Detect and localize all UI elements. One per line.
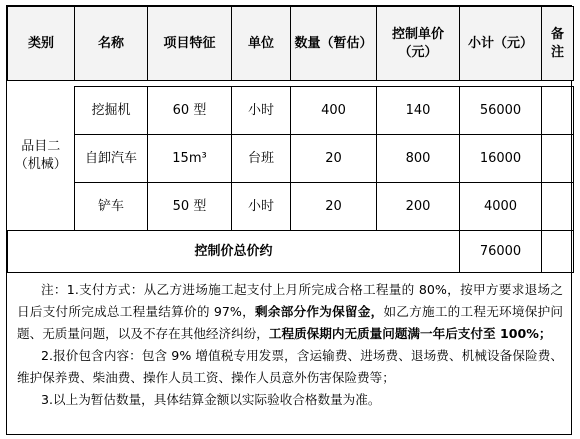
row-subtotal: 4000 bbox=[460, 183, 542, 231]
row-name: 自卸汽车 bbox=[75, 135, 148, 183]
row-subtotal: 56000 bbox=[460, 87, 542, 135]
notes-section bbox=[7, 273, 571, 415]
note-1-bold-b: 工程质保期内无质量问题满一年后支付至 100%； bbox=[268, 326, 552, 341]
table-row bbox=[8, 183, 574, 231]
row-qty: 20 bbox=[291, 183, 377, 231]
row-spec: 60 型 bbox=[148, 87, 232, 135]
note-1-bold-a: 剩余部分作为保留金， bbox=[255, 304, 384, 319]
note-1-text-b: 如乙方施工的工程无环境保护问题、无质量问题，以及不存在其他经济纠纷， bbox=[17, 304, 563, 341]
total-value: 76000 bbox=[460, 231, 542, 273]
table-row bbox=[8, 87, 574, 135]
note-3: 3.以上为暂估数量，具体结算金额以实际验收合格数量为准。 bbox=[41, 392, 381, 407]
header-price: 控制单价（元） bbox=[377, 7, 460, 81]
row-unit: 小时 bbox=[232, 183, 291, 231]
total-remark bbox=[542, 231, 574, 273]
price-table-container bbox=[6, 5, 572, 435]
category-cell: 品目二（机械） bbox=[8, 81, 75, 231]
header-subtotal: 小计（元） bbox=[460, 7, 542, 81]
row-price: 800 bbox=[377, 135, 460, 183]
row-price: 200 bbox=[377, 183, 460, 231]
total-row bbox=[8, 231, 574, 273]
row-name: 挖掘机 bbox=[75, 87, 148, 135]
row-unit: 小时 bbox=[232, 87, 291, 135]
row-remark bbox=[542, 183, 574, 231]
row-qty: 400 bbox=[291, 87, 377, 135]
row-qty: 20 bbox=[291, 135, 377, 183]
note-2: 2.报价包含内容：包含 9% 增值税专用发票，含运输费、进场费、退场费、机械设备保险费、维护保养费、柴油费、操作人员工资、操作人员意外伤害保险费等； bbox=[17, 348, 563, 385]
note-1 bbox=[17, 279, 563, 345]
row-spec: 15m³ bbox=[148, 135, 232, 183]
header-category: 类别 bbox=[8, 7, 75, 81]
row-remark bbox=[542, 87, 574, 135]
row-name: 铲车 bbox=[75, 183, 148, 231]
price-table bbox=[7, 6, 574, 273]
header-spec: 项目特征 bbox=[148, 7, 232, 81]
row-spec: 50 型 bbox=[148, 183, 232, 231]
row-price: 140 bbox=[377, 87, 460, 135]
row-remark bbox=[542, 135, 574, 183]
row-unit: 台班 bbox=[232, 135, 291, 183]
header-name: 名称 bbox=[75, 7, 148, 81]
header-unit: 单位 bbox=[232, 7, 291, 81]
note-1-text: 注：1.支付方式：从乙方进场施工起支付上月所完成合格工程量的 80%，按甲方要求退场之日后支付所完成总工程量结算价的 97%， bbox=[17, 282, 563, 319]
table-header-row bbox=[8, 7, 574, 81]
header-remark: 备注 bbox=[542, 7, 574, 81]
table-row bbox=[8, 135, 574, 183]
header-qty: 数量（暂估） bbox=[291, 7, 377, 81]
total-label: 控制价总价约 bbox=[8, 231, 460, 273]
row-subtotal: 16000 bbox=[460, 135, 542, 183]
